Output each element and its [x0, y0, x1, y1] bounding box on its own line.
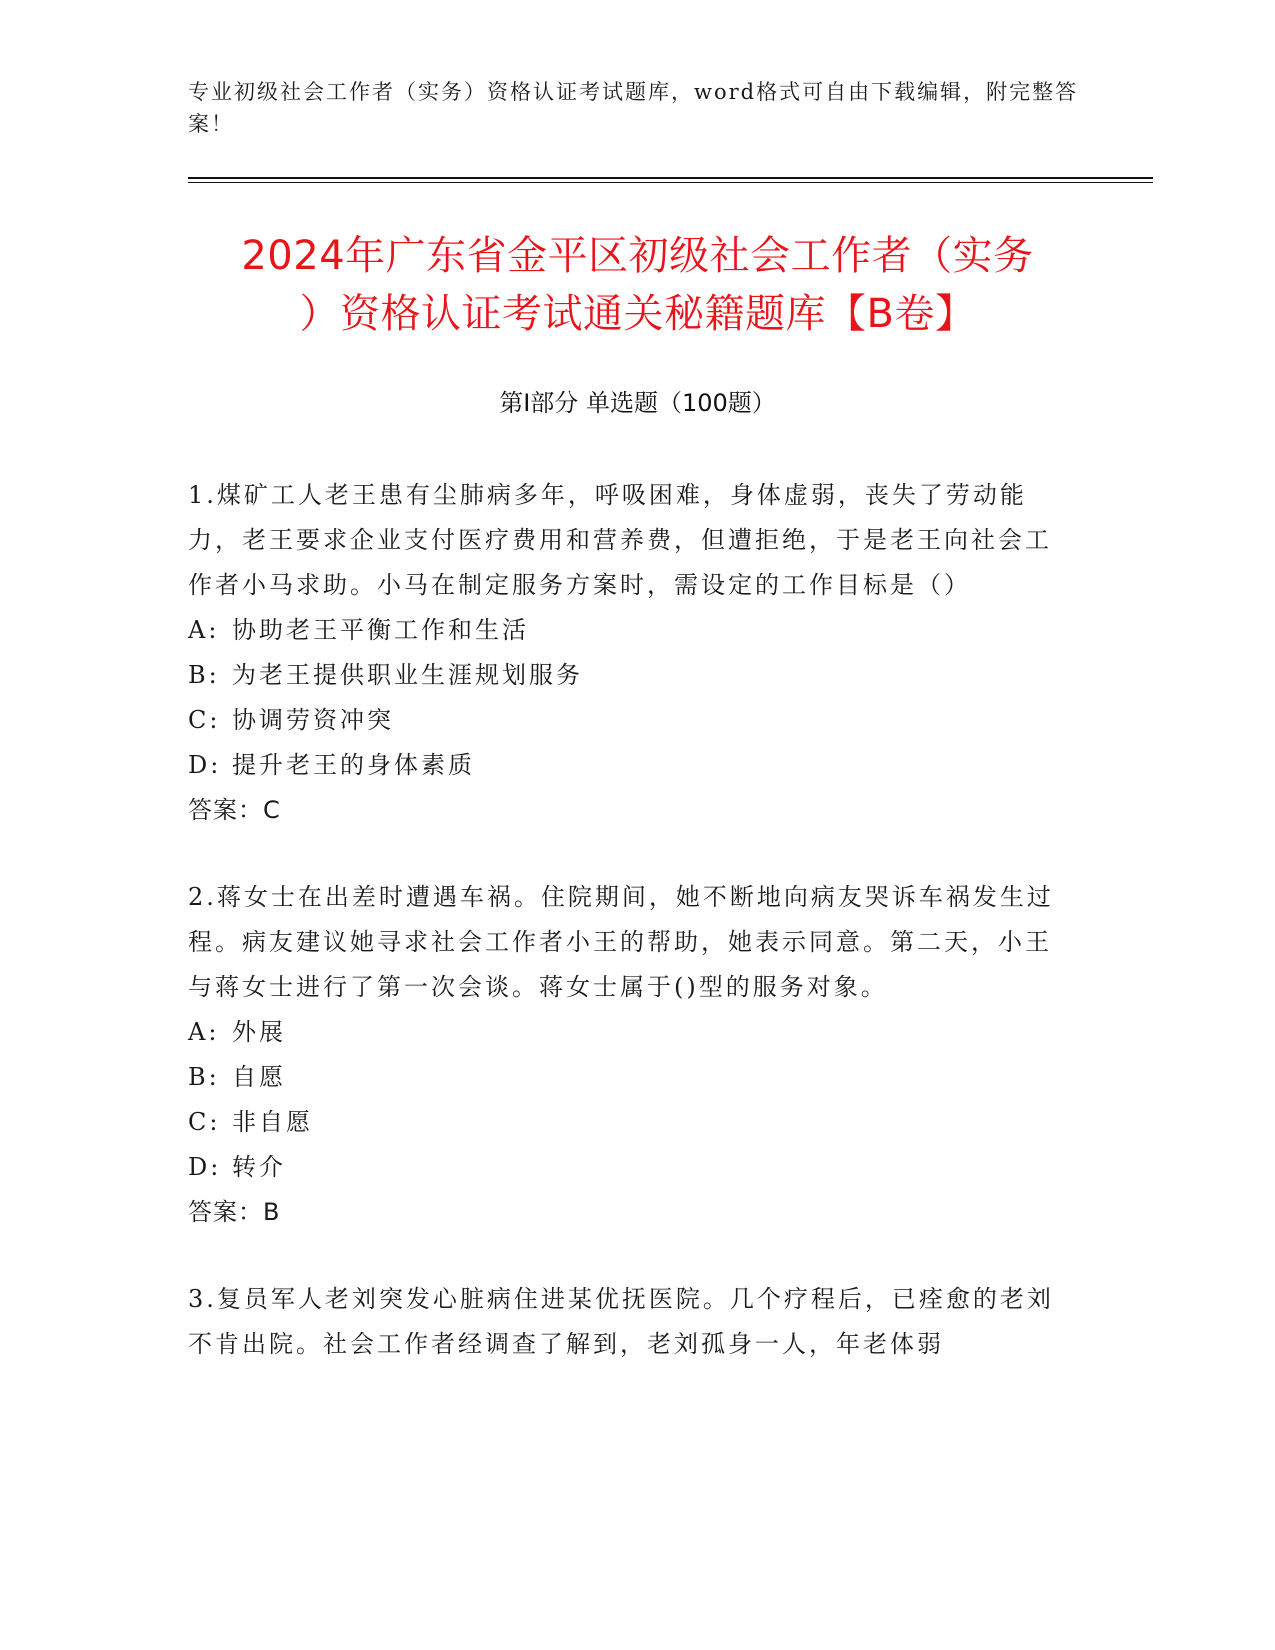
- option-text: 转介: [232, 1153, 286, 1181]
- option-a[interactable]: [188, 608, 1068, 653]
- section-title: 第Ⅰ部分 单选题（100题）: [499, 389, 776, 417]
- option-text: 协调劳资冲突: [232, 706, 394, 734]
- document-title: [160, 227, 1115, 343]
- option-letter: D:: [188, 1153, 222, 1181]
- question-list: [188, 473, 1068, 1409]
- question-3: [188, 1277, 1068, 1367]
- option-a[interactable]: [188, 1010, 1068, 1055]
- question-stem: 2.蒋女士在出差时遭遇车祸。住院期间，她不断地向病友哭诉车祸发生过程。病友建议她寻求社会工作者小王的帮助，她表示同意。第二天，小王与蒋女士进行了第一次会谈。蒋女士属于()型的服务对象。: [188, 883, 1054, 1001]
- option-b[interactable]: [188, 1055, 1068, 1100]
- question-stem: 3.复员军人老刘突发心脏病住进某优抚医院。几个疗程后，已痊愈的老刘不肯出院。社会工作者经调查了解到，老刘孤身一人，年老体弱: [188, 1285, 1054, 1358]
- header-divider-thick: [188, 177, 1153, 179]
- document-title-line-2: ）资格认证考试通关秘籍题库【B卷】: [299, 291, 976, 337]
- option-text: 协助老王平衡工作和生活: [232, 616, 529, 644]
- question-1: [188, 473, 1068, 833]
- option-text: 非自愿: [232, 1108, 313, 1136]
- option-d[interactable]: [188, 743, 1068, 788]
- option-letter: B:: [188, 661, 220, 689]
- option-text: 为老王提供职业生涯规划服务: [232, 661, 583, 689]
- option-text: 自愿: [232, 1063, 286, 1091]
- option-letter: C:: [188, 706, 221, 734]
- document-title-line-1: 2024年广东省金平区初级社会工作者（实务: [241, 233, 1034, 279]
- option-d[interactable]: [188, 1145, 1068, 1190]
- option-b[interactable]: [188, 653, 1068, 698]
- question-2: [188, 875, 1068, 1235]
- header-divider-thin: [188, 182, 1153, 183]
- answer-label: 答案：C: [188, 796, 281, 824]
- option-letter: A:: [188, 616, 220, 644]
- option-letter: C:: [188, 1108, 221, 1136]
- option-text: 提升老王的身体素质: [232, 751, 475, 779]
- question-stem: 1.煤矿工人老王患有尘肺病多年，呼吸困难，身体虚弱，丧失了劳动能力，老王要求企业支付医疗费用和营养费，但遭拒绝，于是老王向社会工作者小马求助。小马在制定服务方案时，需设定的工作目标是（）: [188, 481, 1052, 599]
- option-letter: D:: [188, 751, 222, 779]
- option-letter: B:: [188, 1063, 220, 1091]
- answer-label: 答案：B: [188, 1198, 281, 1226]
- option-letter: A:: [188, 1018, 220, 1046]
- option-c[interactable]: [188, 1100, 1068, 1145]
- option-text: 外展: [232, 1018, 286, 1046]
- header-note: 专业初级社会工作者（实务）资格认证考试题库，word格式可自由下载编辑，附完整答案！: [188, 80, 1079, 136]
- option-c[interactable]: [188, 698, 1068, 743]
